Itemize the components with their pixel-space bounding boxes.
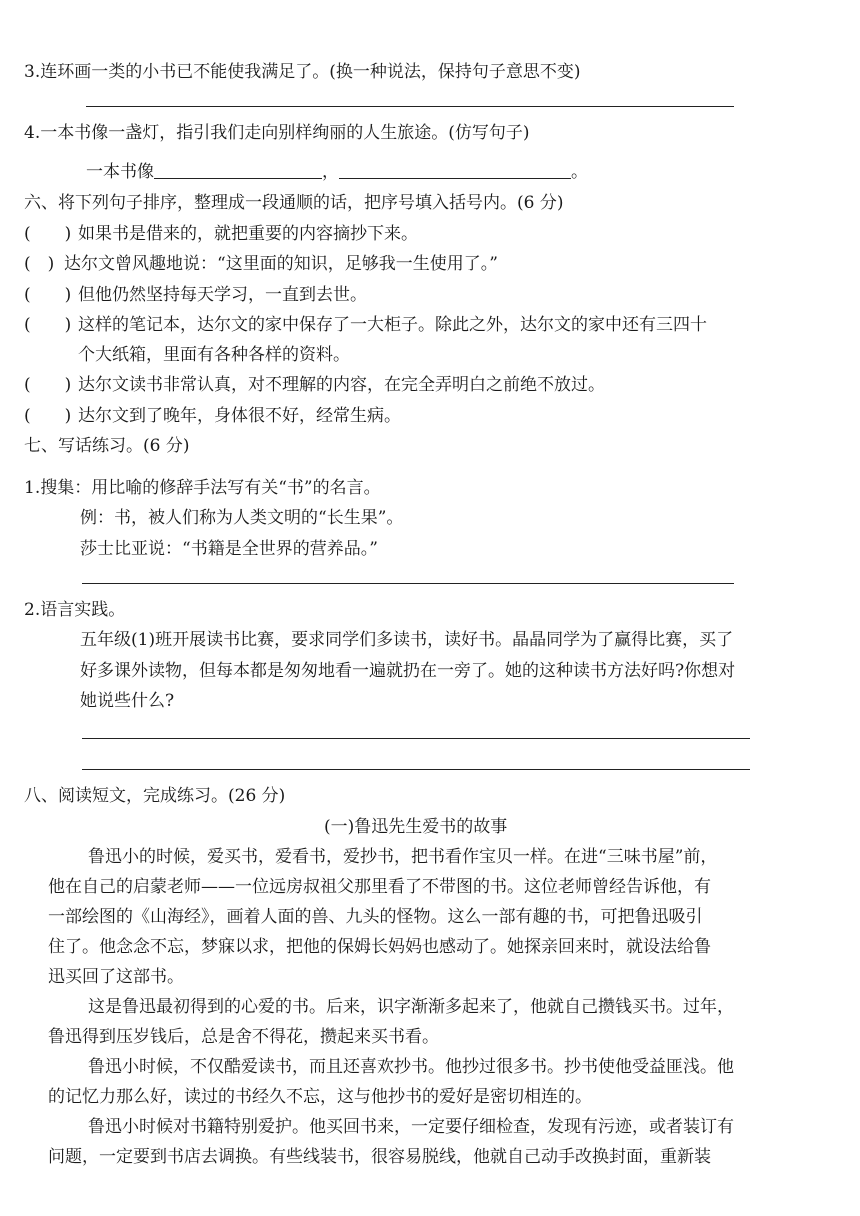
order-item-2 — [24, 252, 498, 276]
order-text-2: 达尔文曾风趣地说：“这里面的知识，足够我一生使用了。” — [64, 254, 498, 274]
order-item-4 — [24, 313, 707, 337]
answer-line-sec7-q2-b[interactable] — [82, 769, 750, 770]
answer-line-q3[interactable] — [86, 106, 734, 107]
answer-line-sec7-q1[interactable] — [82, 583, 734, 584]
sec7-example-1: 例：书，被人们称为人类文明的“长生果”。 — [80, 508, 404, 528]
passage-line: 他在自己的启蒙老师——一位远房叔祖父那里看了不带图的书。这位老师曾经告诉他，有 — [48, 877, 711, 897]
passage-line: 鲁迅小时候，不仅酷爱读书，而且还喜欢抄书。他抄过很多书。抄书使他受益匪浅。他 — [88, 1057, 734, 1077]
order-paren-4[interactable]: ( ) — [24, 315, 72, 335]
q4-blank-2[interactable] — [339, 160, 571, 179]
order-item-5 — [24, 373, 605, 397]
passage-line: 一部绘图的《山海经》，画着人面的兽、九头的怪物。这么一部有趣的书，可把鲁迅吸引 — [48, 907, 703, 927]
q4-blank-1[interactable] — [154, 160, 322, 179]
order-text-6: 达尔文到了晚年，身体很不好，经常生病。 — [78, 406, 401, 426]
order-text-3: 但他仍然坚持每天学习，一直到去世。 — [78, 285, 367, 305]
order-text-1: 如果书是借来的，就把重要的内容摘抄下来。 — [78, 224, 418, 244]
question-3: 3.连环画一类的小书已不能使我满足了。(换一种说法，保持句子意思不变) — [24, 62, 581, 82]
order-item-1 — [24, 222, 418, 246]
passage-line: 住了。他念念不忘，梦寐以求，把他的保姆长妈妈也感动了。她探亲回来时，就设法给鲁 — [48, 937, 711, 957]
passage-line: 的记忆力那么好，读过的书经久不忘，这与他抄书的爱好是密切相连的。 — [48, 1087, 592, 1107]
order-text-5: 达尔文读书非常认真，对不理解的内容，在完全弄明白之前绝不放过。 — [78, 375, 605, 395]
passage-line: 问题，一定要到书店去调换。有些线装书，很容易脱线，他就自己动手改换封面，重新装 — [48, 1147, 711, 1167]
order-paren-6[interactable]: ( ) — [24, 406, 72, 426]
section-6-heading: 六、将下列句子排序，整理成一段通顺的话，把序号填入括号内。(6 分) — [24, 193, 564, 213]
order-item-3 — [24, 283, 367, 307]
sec7-q2-para-line-3: 她说些什么? — [80, 691, 175, 711]
sec7-q2-para-line-1: 五年级(1)班开展读书比赛，要求同学们多读书，读好书。晶晶同学为了赢得比赛，买了 — [80, 630, 734, 650]
order-paren-1[interactable]: ( ) — [24, 224, 72, 244]
section-7-heading: 七、写话练习。(6 分) — [24, 436, 190, 456]
order-paren-5[interactable]: ( ) — [24, 375, 72, 395]
passage-line: 迅买回了这部书。 — [48, 967, 184, 987]
passage-title: (一)鲁迅先生爱书的故事 — [324, 817, 508, 837]
passage-line: 这是鲁迅最初得到的心爱的书。后来，识字渐渐多起来了，他就自己攒钱买书。过年， — [88, 997, 734, 1017]
answer-line-sec7-q2-a[interactable] — [82, 738, 750, 739]
q4-fill-row — [86, 160, 588, 184]
passage-line: 鲁迅小的时候，爱买书，爱看书，爱抄书，把书看作宝贝一样。在进“三味书屋”前， — [88, 847, 718, 867]
question-4: 4.一本书像一盏灯，指引我们走向别样绚丽的人生旅途。(仿写句子) — [24, 123, 530, 143]
passage-line: 鲁迅小时候对书籍特别爱护。他买回书来，一定要仔细检查，发现有污迹，或者装订有 — [88, 1117, 734, 1137]
order-text-4: 这样的笔记本，达尔文的家中保存了一大柜子。除此之外，达尔文的家中还有三四十 — [78, 315, 707, 335]
order-text-4-cont: 个大纸箱，里面有各种各样的资料。 — [78, 345, 350, 365]
order-item-6 — [24, 404, 401, 428]
order-paren-2[interactable]: ( ) — [24, 254, 55, 274]
q4-comma: ， — [322, 162, 339, 182]
sec7-q2-para-line-2: 好多课外读物，但每本都是匆匆地看一遍就扔在一旁了。她的这种读书方法好吗?你想对 — [80, 661, 736, 681]
sec7-question-1: 1.搜集：用比喻的修辞手法写有关“书”的名言。 — [24, 478, 381, 498]
section-8-heading: 八、阅读短文，完成练习。(26 分) — [24, 786, 286, 806]
sec7-question-2: 2.语言实践。 — [24, 600, 126, 620]
q4-prefix: 一本书像 — [86, 162, 154, 182]
q4-end: 。 — [571, 162, 588, 182]
order-paren-3[interactable]: ( ) — [24, 285, 72, 305]
sec7-example-2: 莎士比亚说：“书籍是全世界的营养品。” — [80, 539, 378, 559]
passage-line: 鲁迅得到压岁钱后，总是舍不得花，攒起来买书看。 — [48, 1027, 439, 1047]
